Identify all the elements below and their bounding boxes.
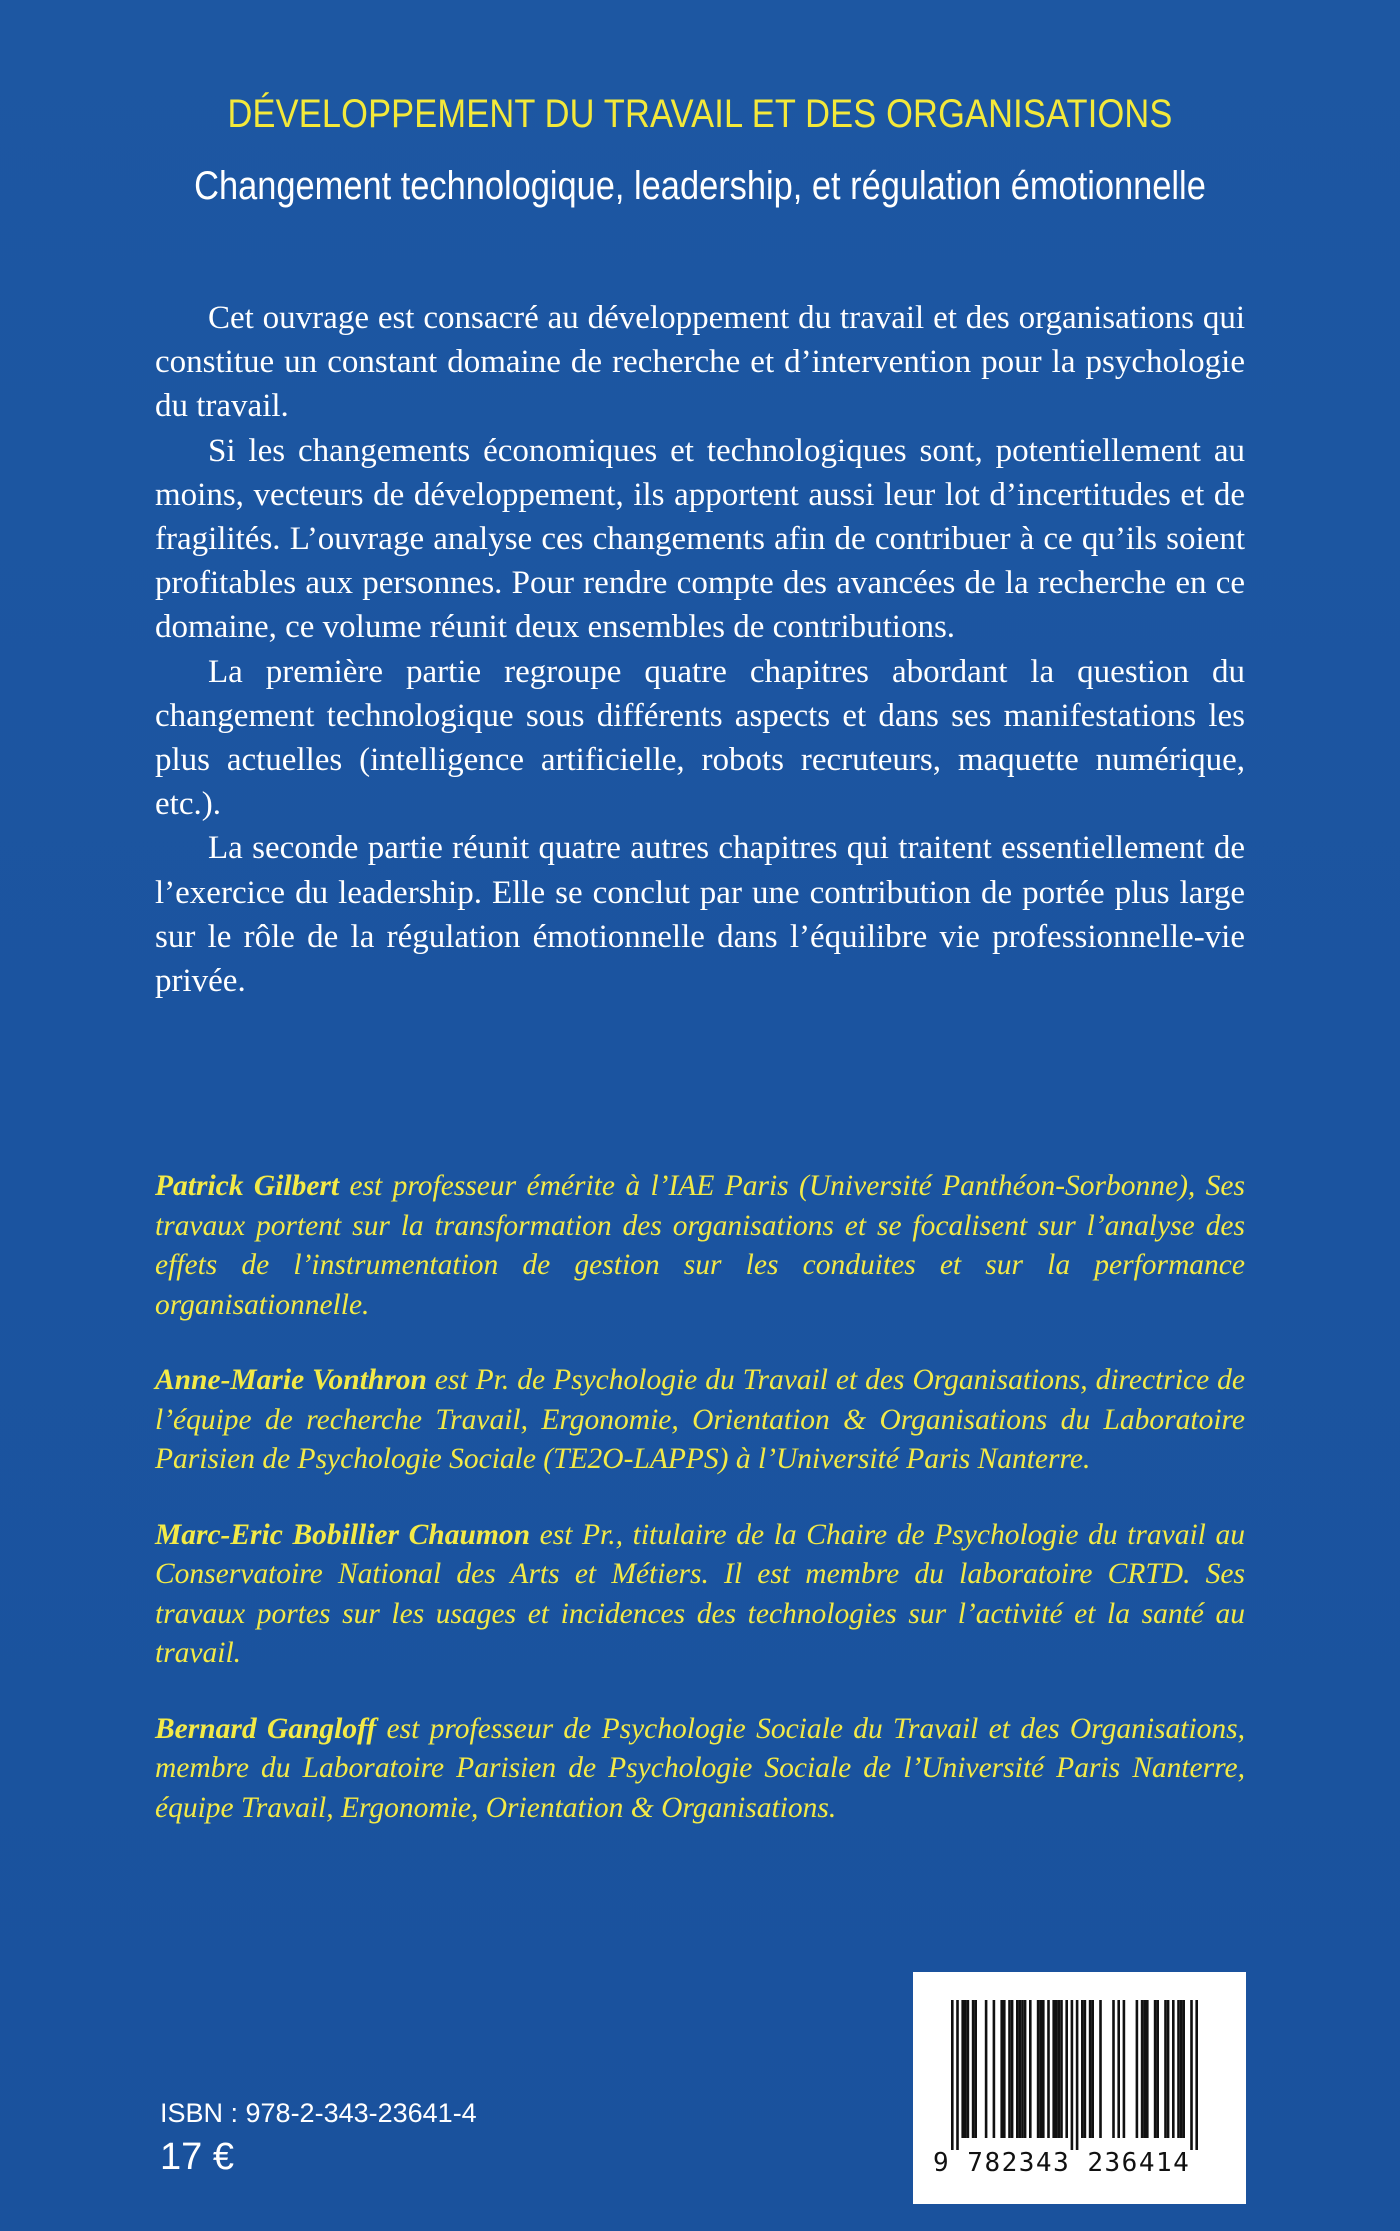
author-bio <box>155 1710 1245 1829</box>
isbn-label: ISBN : 978-2-343-23641-4 <box>160 2098 477 2128</box>
price-label: 17 € <box>160 2136 234 2178</box>
barcode-bar <box>1047 2000 1050 2138</box>
barcode-bar <box>1024 2000 1027 2138</box>
barcode-bar <box>1190 2000 1193 2150</box>
author-name: Patrick Gilbert <box>155 1170 340 1202</box>
barcode-bar <box>1052 2000 1055 2138</box>
barcode-bar <box>1141 2000 1144 2138</box>
barcode-bar <box>1117 2000 1120 2138</box>
summary-text <box>155 296 1245 1003</box>
author-bios <box>155 1167 1245 1864</box>
barcode-bar <box>1003 2000 1006 2138</box>
barcode-bar <box>1058 2000 1061 2138</box>
barcode-bar <box>993 2000 996 2138</box>
barcode-bar <box>1076 2000 1079 2150</box>
barcode-bar <box>1164 2000 1167 2138</box>
barcode-bar <box>1091 2000 1094 2138</box>
barcode-bar <box>1019 2000 1022 2138</box>
barcode-bar <box>1029 2000 1032 2138</box>
barcode-bar <box>951 2000 954 2150</box>
barcode-bar <box>1112 2000 1115 2138</box>
barcode-bar <box>1172 2000 1175 2138</box>
barcode-bar <box>1180 2000 1183 2138</box>
barcode-bar <box>1042 2000 1045 2138</box>
barcode-bar <box>956 2000 959 2150</box>
author-bio-text: est Pr. de Psychologie du Travail et des Organisations, directrice de l’équipe de recherche Travail, Ergonomie, Orientation & Organisations du Laboratoire Parisien de Psychologie Sociale (TE2O-LAPPS) à l’Université Paris Nanterre. <box>155 1364 1245 1475</box>
barcode-bar <box>1195 2000 1198 2150</box>
barcode-bar <box>1039 2000 1042 2138</box>
author-bio-text: est professeur émérite à l’IAE Paris (Université Panthéon-Sorbonne), Ses travaux portent sur la transformation des organisations et se focalisent sur l’analyse des effets de l’instrumentation de gestion sur les conduites et sur la performance organisationnelle. <box>155 1170 1245 1321</box>
barcode-bar <box>1081 2000 1084 2138</box>
barcode-bar <box>1008 2000 1011 2138</box>
author-name: Bernard Gangloff <box>155 1712 377 1745</box>
barcode-bar <box>1177 2000 1180 2138</box>
barcode-bar <box>1011 2000 1014 2138</box>
barcode-bar <box>1016 2000 1019 2138</box>
barcode-bar <box>967 2000 970 2138</box>
barcode-bar <box>985 2000 988 2138</box>
barcode-bar <box>961 2000 964 2138</box>
barcode-bar <box>1154 2000 1157 2138</box>
author-bio <box>155 1516 1245 1674</box>
barcode-bar <box>1037 2000 1040 2138</box>
barcode-bar <box>1021 2000 1024 2138</box>
summary-paragraph: La première partie regroupe quatre chapitres abordant la question du changement technologique sous différents aspects et dans ses manifestations les plus actuelles (intelligence artificielle, robots recruteurs, maquette numérique, etc.). <box>155 653 1245 823</box>
author-bio-text: est Pr., titulaire de la Chaire de Psychologie du travail au Conservatoire National des Arts et Métiers. Il est membre du laboratoire CRTD. Ses travaux portes sur les usages et incidences des technologies sur l’activité et la santé au travail. <box>155 1518 1246 1669</box>
barcode-bars <box>951 2000 1209 2150</box>
book-subtitle: Changement technologique, leadership, et régulation émotionnelle <box>194 164 1206 208</box>
author-bio-text: est professeur de Psychologie Sociale du Travail et des Organisations, membre du Laboratoire Parisien de Psychologie Sociale de l’Université Paris Nanterre, équipe Travail, Ergonomie, Orientation & Organisations. <box>155 1712 1245 1824</box>
barcode-bar <box>1084 2000 1087 2138</box>
barcode-bar <box>1065 2000 1068 2138</box>
summary-paragraph: La seconde partie réunit quatre autres chapitres qui traitent essentiellement de l’exercice du leadership. Elle se conclut par une contribution de portée plus large sur le rôle de la régulation émotionnelle dans l’équilibre vie professionnelle-vie privée. <box>155 830 1245 1000</box>
barcode-bar <box>1143 2000 1146 2138</box>
barcode-bar <box>1146 2000 1149 2138</box>
summary-paragraph: Si les changements économiques et technologiques sont, potentiellement au moins, vecteurs de développement, ils apportent aussi leur lot d’incertitudes et de fragilités. L’ouvrage analyse ces changements afin de contribuer à ce qu’ils soient profitables aux personnes. Pour rendre compte des avancées de la recherche en ce domaine, ce volume réunit deux ensembles de contributions. <box>155 432 1245 646</box>
barcode-bar <box>1182 2000 1185 2138</box>
barcode <box>913 1972 1246 2204</box>
barcode-bar <box>1099 2000 1102 2138</box>
author-name: Marc-Eric Bobillier Chaumon <box>155 1518 530 1551</box>
author-bio <box>155 1167 1245 1325</box>
barcode-bar <box>1055 2000 1058 2138</box>
summary-paragraph: Cet ouvrage est consacré au développement du travail et des organisations qui constitue un constant domaine de recherche et d’intervention pour la psychologie du travail. <box>155 300 1245 425</box>
barcode-bar <box>1060 2000 1063 2138</box>
barcode-bar <box>1136 2000 1139 2138</box>
barcode-bar <box>1156 2000 1159 2138</box>
author-bio <box>155 1361 1245 1480</box>
barcode-bar <box>1123 2000 1126 2138</box>
barcode-digits: 9 782343 236414 <box>933 2148 1191 2178</box>
barcode-bar <box>964 2000 967 2138</box>
barcode-bar <box>1167 2000 1170 2138</box>
barcode-bar <box>974 2000 977 2138</box>
barcode-bar <box>1000 2000 1003 2138</box>
book-title: DÉVELOPPEMENT DU TRAVAIL ET DES ORGANISATIONS <box>227 92 1173 136</box>
barcode-bar <box>1071 2000 1074 2150</box>
barcode-bar <box>1089 2000 1092 2138</box>
barcode-bar <box>972 2000 975 2138</box>
author-name: Anne-Marie Vonthron <box>155 1364 427 1396</box>
